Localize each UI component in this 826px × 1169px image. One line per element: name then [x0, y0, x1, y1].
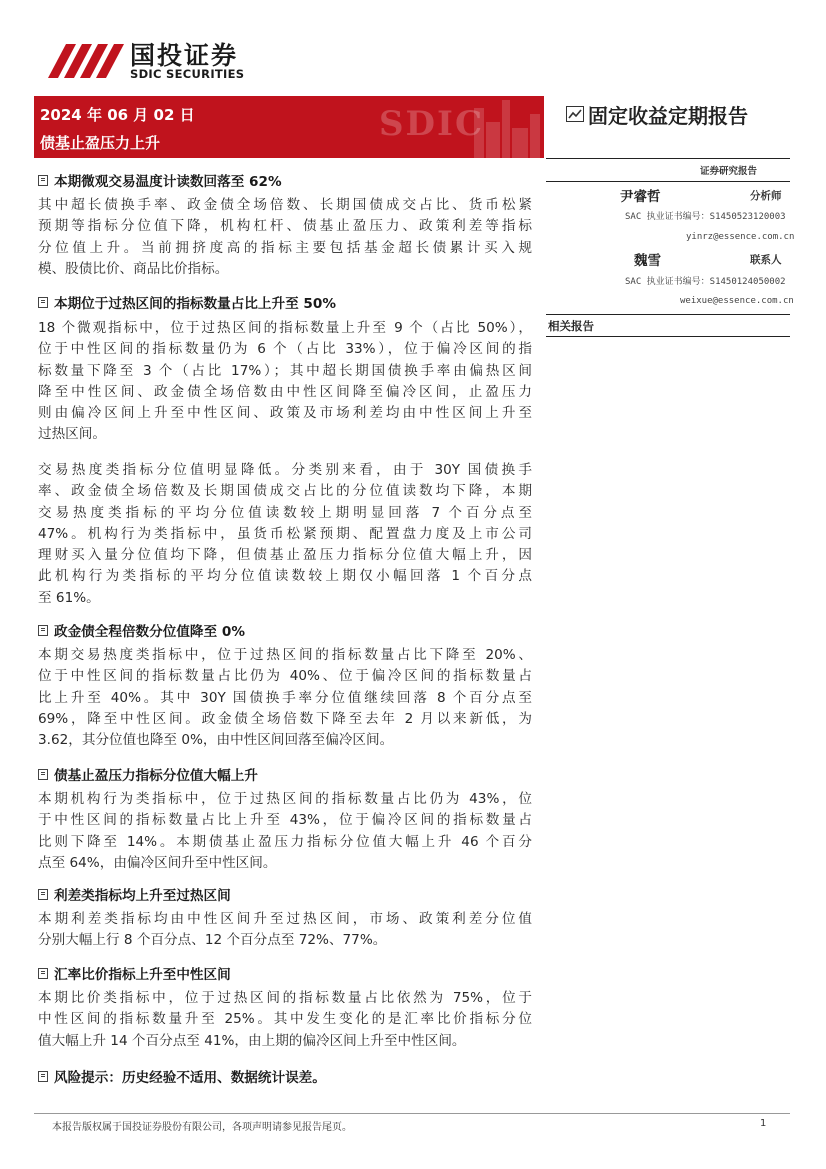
logo-mark-icon — [38, 34, 126, 84]
page-number: 1 — [760, 1118, 767, 1129]
analyst-cert: SAC 执业证书编号：S1450523120003 — [625, 212, 786, 222]
logo-text-cn: 国投证券 — [130, 41, 239, 70]
footer-disclaimer: 本报告版权属于国投证券股份有限公司，各项声明请参见报告尾页。 — [52, 1122, 352, 1133]
section-paragraph: 18 个微观指标中，位于过热区间的指标数量上升至 9 个（占比 50%）， 位于中性区间的指标数量仍为 6 个（占比 33%），位于偏冷区间的指 标数量下降至 3 个（占比 17%）；其中超长期国债换手率由偏热区间 降至中性区间、政金债全场倍数由中性区间降至偏冷区间，止盈压力 则由偏冷区间上升至中性区间、政策及市场利差均由中性区间上升至 过热区间。 — [38, 320, 532, 443]
section-heading: 政金债全程倍数分位值降至 0% — [38, 620, 245, 640]
related-reports-label: 相关报告 — [548, 319, 594, 333]
analyst-email[interactable]: yinrz@essence.com.cn — [686, 232, 795, 242]
logo-text-en: SDIC SECURITIES — [130, 67, 245, 81]
section-heading: 本期位于过热区间的指标数量占比上升至 50% — [38, 292, 336, 312]
bullet-icon — [38, 889, 48, 900]
report-type — [566, 100, 790, 130]
divider — [546, 314, 790, 315]
section-paragraph: 其中超长债换手率、政金债全场倍数、长期国债成交占比、货币松紧 预期等指标分位值下降，机构杠杆、债基止盈压力、政策利差等指标 分位值上升。当前拥挤度高的指标主要包括基金超长债累计买入规 模、股债比价、商品比价指标。 — [38, 197, 532, 277]
analyst-role: 联系人 — [750, 254, 782, 266]
analyst-email[interactable]: weixue@essence.com.cn — [680, 296, 794, 306]
chart-icon — [566, 106, 584, 122]
banner-watermark: SDIC — [379, 104, 485, 144]
section-paragraph: 本期利差类指标均由中性区间升至过热区间，市场、政策利差分位值 分别大幅上行 8 个百分点、12 个百分点至 72%、77%。 — [38, 911, 532, 949]
section-paragraph: 本期比价类指标中，位于过热区间的指标数量占比依然为 75%，位于 中性区间的指标数量升至 25%。其中发生变化的是汇率比价指标分位 值大幅上升 14 个百分点至 41%，由上期的偏冷区间上升至中性区间。 — [38, 990, 532, 1049]
divider — [546, 158, 790, 159]
analyst-role: 分析师 — [750, 190, 782, 202]
section-paragraph: 交易热度类指标分位值明显降低。分类别来看，由于 30Y 国债换手 率、政金债全场倍数及长期国债成交占比的分位值读数均下降，本期 交易热度类指标的平均分位值读数较上期明显回落 7 个百分点至 47%。机构行为类指标中，虽货币松紧预期、配置盘力度及上市公司 理财买入量分位值均下降，但债基止盈压力指标分位值大幅上升，因 此机构行为类指标的平均分位值读数较上期仅小幅回落 1 个百分点 至 61%。 — [38, 462, 532, 606]
bullet-icon — [38, 297, 48, 308]
bullet-icon — [38, 769, 48, 780]
bullet-icon — [38, 625, 48, 636]
analyst-name: 魏雪 — [634, 253, 661, 269]
title-banner — [34, 96, 544, 158]
section-paragraph: 本期机构行为类指标中，位于过热区间的指标数量占比仍为 43%，位 于中性区间的指标数量占比上升至 43%，位于偏冷区间的指标数量占 比则下降至 14%。本期债基止盈压力指标分位值大幅上升 46 个百分 点至 64%，由偏冷区间升至中性区间。 — [38, 791, 532, 871]
report-type-text: 固定收益定期报告 — [588, 104, 748, 128]
analyst-name: 尹睿哲 — [620, 189, 661, 205]
section-heading: 本期微观交易温度计读数回落至 62% — [38, 170, 282, 190]
divider — [546, 336, 790, 337]
analyst-cert: SAC 执业证书编号：S1450124050002 — [625, 277, 786, 287]
sub-type-label: 证券研究报告 — [700, 166, 758, 177]
bullet-icon — [38, 175, 48, 186]
section-heading: 汇率比价指标上升至中性区间 — [38, 963, 231, 983]
bullet-icon — [38, 968, 48, 979]
section-heading: 债基止盈压力指标分位值大幅上升 — [38, 764, 258, 784]
section-heading: 利差类指标均上升至过热区间 — [38, 884, 231, 904]
divider — [546, 181, 790, 182]
report-title: 债基止盈压力上升 — [40, 134, 161, 152]
bullet-icon — [38, 1071, 48, 1082]
footer-divider — [34, 1113, 790, 1114]
section-heading: 风险提示：历史经验不适用、数据统计误差。 — [38, 1066, 326, 1086]
company-logo — [38, 34, 268, 84]
report-date: 2024 年 06 月 02 日 — [40, 106, 195, 124]
section-paragraph: 本期交易热度类指标中，位于过热区间的指标数量占比下降至 20%、 位于中性区间的指标数量占比仍为 40%、位于偏冷区间的指标数量占 比上升至 40%。其中 30Y 国债换手率分位值继续回落 8 个百分点至 69%，降至中性区间。政金债全场倍数下降至去年 2 月以来新低，为 3.62，其分位值也降至 0%，由中性区间回落至偏冷区间。 — [38, 647, 532, 749]
